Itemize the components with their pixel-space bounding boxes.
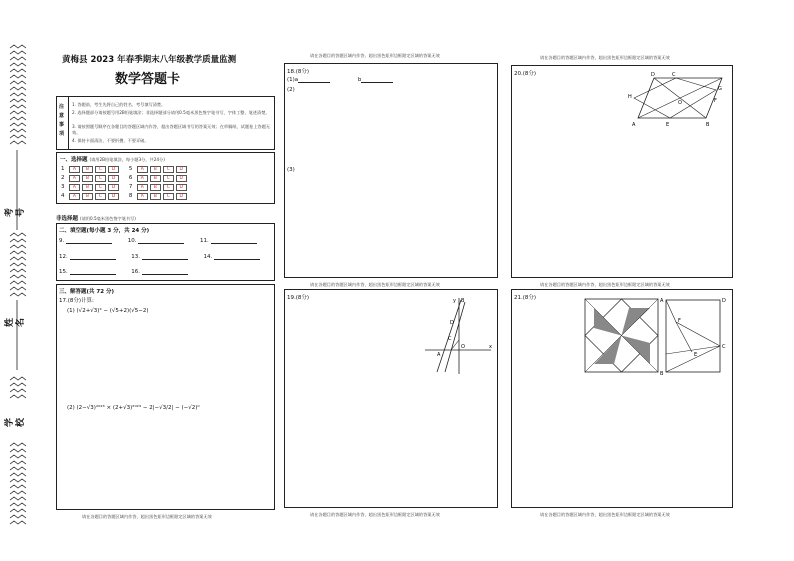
option-bubble[interactable]: C bbox=[163, 193, 174, 200]
nonmc-note: (请用0.5毫米黑色签字笔书写) bbox=[79, 216, 136, 221]
fill-qnum: 9. bbox=[59, 238, 65, 244]
col2-top-notice: 请在各题目的答题区域内作答，超出黑色矩形边框限定区域的答案无效 bbox=[310, 53, 440, 58]
notice-item-2: 2. 选择题部分请按题号用2B铅笔填涂；非选择题部分请用0.5毫米黑色签字笔书写，字体工整、笔迹清楚。 bbox=[72, 110, 270, 115]
rectangle bbox=[666, 300, 720, 372]
fill-qnum: 10. bbox=[127, 238, 137, 244]
segment-cd bbox=[451, 340, 459, 350]
option-bubble[interactable]: A bbox=[137, 166, 148, 173]
mc-qnum: 4 bbox=[61, 193, 65, 199]
col3-bottom-notice: 请在各题目的答题区域内作答，超出黑色矩形边框限定区域的答案无效 bbox=[540, 512, 670, 517]
q18-part3: (3) bbox=[287, 167, 295, 173]
answer-box bbox=[56, 284, 275, 510]
option-bubble[interactable]: B bbox=[82, 193, 93, 200]
label-a: A bbox=[660, 298, 664, 304]
col3-mid-notice: 请在各题目的答题区域内作答，超出黑色矩形边框限定区域的答案无效 bbox=[540, 282, 670, 287]
mc-qnum: 2 bbox=[61, 175, 65, 181]
label-b: B bbox=[461, 298, 465, 304]
notice-item-4: 4. 保持卡面清洁，不要折叠，不要弄破。 bbox=[72, 138, 149, 143]
q20-box bbox=[511, 65, 733, 278]
option-bubble[interactable]: B bbox=[82, 175, 93, 182]
notice-divider bbox=[68, 97, 69, 149]
notice-box bbox=[56, 96, 275, 150]
q18-box bbox=[284, 63, 498, 278]
q19-box bbox=[284, 289, 498, 508]
label-o: O bbox=[678, 100, 682, 106]
fill-qnum: 12. bbox=[59, 254, 68, 260]
col2-mid-notice: 请在各题目的答题区域内作答，超出黑色矩形边框限定区域的答案无效 bbox=[310, 282, 440, 287]
option-bubble[interactable]: D bbox=[108, 184, 119, 191]
option-bubble[interactable]: C bbox=[163, 184, 174, 191]
mc-heading-row bbox=[60, 155, 165, 163]
notice-item-3: 3. 请按照题号顺序在各题目的答题区域内作答，超出答题区域书写的答案无效；在草稿纸、试题卷上答题无效。 bbox=[72, 124, 270, 135]
option-bubble[interactable]: B bbox=[150, 184, 161, 191]
answer-blank[interactable] bbox=[138, 238, 184, 244]
fill-qnum: 11. bbox=[200, 238, 209, 244]
answer-blank[interactable] bbox=[211, 238, 257, 244]
fill-row-1 bbox=[59, 238, 257, 244]
fold-lines bbox=[666, 300, 720, 372]
fill-qnum: 15. bbox=[59, 269, 68, 275]
fill-qnum: 16. bbox=[131, 269, 140, 275]
q19-figure bbox=[425, 294, 495, 374]
answer-blank[interactable] bbox=[142, 254, 188, 260]
option-bubble[interactable]: C bbox=[95, 175, 106, 182]
answer-blank[interactable] bbox=[361, 77, 393, 83]
label-c: C bbox=[448, 336, 452, 342]
option-bubble[interactable]: C bbox=[163, 175, 174, 182]
option-bubble[interactable]: D bbox=[176, 166, 187, 173]
option-bubble[interactable]: D bbox=[108, 175, 119, 182]
label-y: y bbox=[453, 298, 456, 304]
name-label: 姓名 bbox=[5, 317, 26, 327]
zigzag-decoration bbox=[0, 0, 40, 561]
option-bubble[interactable]: B bbox=[150, 193, 161, 200]
label-a: A bbox=[437, 352, 441, 358]
notice-label: 注意事项 bbox=[59, 104, 65, 137]
q18-part1 bbox=[287, 77, 393, 83]
answer-blank[interactable] bbox=[214, 254, 260, 260]
option-bubble[interactable]: A bbox=[69, 175, 80, 182]
q18-a-label: (1)a bbox=[287, 77, 299, 83]
q21-figure-rect bbox=[658, 296, 728, 376]
label-x: x bbox=[489, 344, 492, 350]
mc-qnum: 3 bbox=[61, 184, 65, 190]
option-bubble[interactable]: D bbox=[176, 184, 187, 191]
label-f: F bbox=[678, 318, 681, 324]
mc-row-2 bbox=[61, 174, 189, 182]
answer-blank[interactable] bbox=[70, 254, 116, 260]
col3-top-notice: 请在各题目的答题区域内作答，超出黑色矩形边框限定区域的答案无效 bbox=[540, 55, 670, 60]
answer-heading: 三、解答题(共 72 分) bbox=[59, 289, 115, 295]
option-bubble[interactable]: A bbox=[137, 193, 148, 200]
fill-row-2 bbox=[59, 254, 260, 260]
option-bubble[interactable]: B bbox=[150, 166, 161, 173]
mc-box bbox=[56, 152, 275, 204]
q18-b-label: b bbox=[357, 77, 362, 83]
label-g: G bbox=[718, 86, 722, 92]
label-d: D bbox=[651, 72, 655, 78]
q20-label: 20.(8分) bbox=[514, 71, 537, 77]
answer-blank[interactable] bbox=[142, 269, 188, 275]
fill-qnum: 13. bbox=[131, 254, 140, 260]
title-line-1: 黄梅县 2023 年春季期末八年级教学质量监测 bbox=[62, 55, 237, 65]
fill-qnum: 14. bbox=[203, 254, 213, 260]
q21-box bbox=[511, 289, 733, 508]
answer-blank[interactable] bbox=[70, 269, 116, 275]
mc-qnum: 5 bbox=[128, 166, 133, 172]
mc-row-4 bbox=[61, 192, 189, 200]
col2-bottom-notice: 请在各题目的答题区域内作答，超出黑色矩形边框限定区域的答案无效 bbox=[310, 512, 440, 517]
option-bubble[interactable]: A bbox=[69, 166, 80, 173]
label-d: D bbox=[450, 320, 454, 326]
school-label: 学校 bbox=[5, 417, 26, 427]
label-f: F bbox=[714, 98, 717, 104]
option-bubble[interactable]: A bbox=[137, 184, 148, 191]
option-bubble[interactable]: C bbox=[95, 166, 106, 173]
mc-row-3 bbox=[61, 183, 189, 191]
label-o: O bbox=[461, 344, 465, 350]
label-h: H bbox=[628, 94, 632, 100]
title-line-2: 数学答题卡 bbox=[115, 72, 181, 87]
nonmc-heading-row bbox=[56, 214, 136, 222]
q17-part2: (2) (2−√3)²⁰²³ × (2+√3)²⁰²³ − 2|−√3/2| − (−√2)⁰ bbox=[67, 405, 200, 411]
q19-label: 19.(8分) bbox=[287, 295, 310, 301]
option-bubble[interactable]: C bbox=[95, 184, 106, 191]
binding-strip bbox=[0, 0, 40, 561]
label-b: B bbox=[660, 371, 664, 376]
mc-row-1 bbox=[61, 165, 189, 173]
option-bubble[interactable]: A bbox=[69, 184, 80, 191]
option-bubble[interactable]: D bbox=[176, 193, 187, 200]
q18-label: 18.(8分) bbox=[287, 69, 310, 75]
option-bubble[interactable]: C bbox=[95, 193, 106, 200]
option-bubble[interactable]: A bbox=[69, 193, 80, 200]
notice-item-1: 1. 答题前，考生先将自己的姓名、考号填写清楚。 bbox=[72, 102, 166, 107]
mc-qnum: 8 bbox=[128, 193, 133, 199]
q20-figure bbox=[624, 68, 730, 130]
option-bubble[interactable]: A bbox=[137, 175, 148, 182]
mc-note: (请用2B铅笔填涂，每小题3分，共24分) bbox=[89, 157, 165, 162]
label-c: C bbox=[722, 344, 726, 350]
fill-box bbox=[56, 223, 275, 281]
answer-blank[interactable] bbox=[66, 238, 112, 244]
exam-number-label: 考号 bbox=[5, 207, 26, 217]
q17-part1: (1) (√2+√3)² − (√5+2)(√5−2) bbox=[67, 308, 149, 314]
mc-qnum: 1 bbox=[61, 166, 65, 172]
q17-label: 17.(8分)计算: bbox=[59, 298, 94, 304]
label-e: E bbox=[666, 122, 670, 128]
option-bubble[interactable]: D bbox=[176, 175, 187, 182]
q18-part2: (2) bbox=[287, 87, 295, 93]
mc-qnum: 7 bbox=[128, 184, 133, 190]
fill-row-3 bbox=[59, 269, 188, 275]
answer-blank[interactable] bbox=[298, 77, 330, 83]
q21-figure-square bbox=[584, 298, 660, 374]
label-e: E bbox=[694, 352, 698, 358]
option-bubble[interactable]: B bbox=[82, 184, 93, 191]
q21-label: 21.(8分) bbox=[514, 295, 537, 301]
col1-bottom-notice: 请在各题目的答题区域内作答，超出黑色矩形边框限定区域的答案无效 bbox=[82, 514, 212, 519]
nonmc-heading: 非选择题 bbox=[56, 216, 79, 222]
option-bubble[interactable]: B bbox=[82, 166, 93, 173]
option-bubble[interactable]: C bbox=[163, 166, 174, 173]
option-bubble[interactable]: B bbox=[150, 175, 161, 182]
fill-heading: 二、填空题(每小题 3 分，共 24 分) bbox=[59, 228, 150, 234]
option-bubble[interactable]: D bbox=[108, 166, 119, 173]
label-d: D bbox=[722, 298, 726, 304]
label-c: C bbox=[672, 72, 676, 78]
mc-heading: 一、选择题 bbox=[60, 157, 88, 163]
label-a: A bbox=[632, 122, 636, 128]
option-bubble[interactable]: D bbox=[108, 193, 119, 200]
label-b: B bbox=[706, 122, 710, 128]
mc-qnum: 6 bbox=[128, 175, 133, 181]
